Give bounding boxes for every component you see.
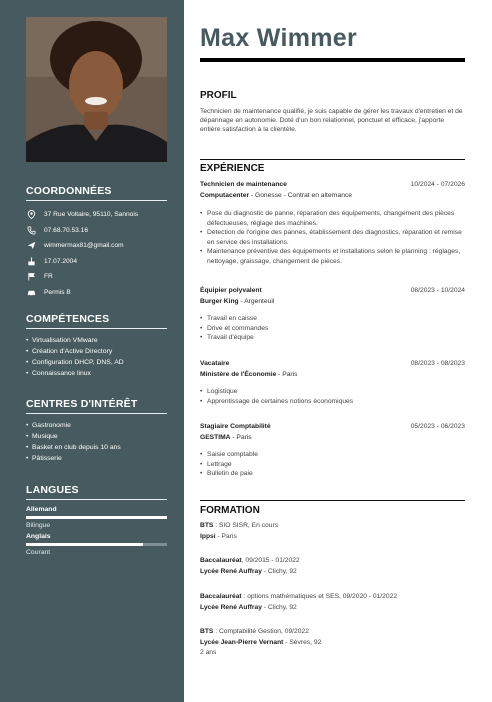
profile-photo [26,17,167,162]
contact-title: COORDONNÉES [26,185,167,201]
job-location: - Gonesse - Contrat en alternance [249,192,353,199]
contact-email-text[interactable]: wimmermax81@gmail.com [44,242,124,250]
edu-detail: : SIO SISR, En cours [213,522,279,529]
birthday-cake-icon [26,256,36,266]
list-item: • Maintenance préventive des équipements et installations selon le planning : réglages, nettoyage, graissage, changement de pièces. [200,247,465,266]
edu-degree: Baccalauréat [200,557,242,564]
job-company: Burger King [200,298,239,305]
edu-place: - Paris [215,532,237,540]
job-location: - Argenteuil [238,298,275,305]
edu-school: Lycée René Auffray [200,603,262,611]
send-icon [26,241,36,251]
language-name: Anglais [26,533,51,540]
edu-detail: : Comptabilité Gestion, 09/2022 [213,628,309,635]
list-item: • Connaissance linux [26,368,167,379]
experience-title: EXPÉRIENCE [200,163,265,174]
contact-section [26,185,167,300]
list-item: • Apprentissage de certaines notions économiques [200,397,465,407]
contact-birthdate-text: 17.07.2004 [44,257,78,265]
job-company: Computacenter [200,192,250,199]
list-item: • Détection de l'origine des pannes, établissement des diagnostics, réparation et remise en service des installations. [200,228,465,247]
education-entry [200,592,465,613]
list-item: • Basket en club depuis 10 ans [26,442,167,453]
job-role: Vacataire [200,360,230,367]
contact-phone [26,223,167,239]
edu-place: - Sèvres, 92 [283,638,322,646]
education-entry [200,556,465,577]
edu-school: Lycée Jean-Pierre Vernant [200,638,284,646]
list-item: • Bulletin de paie [200,469,465,479]
contact-nationality [26,269,167,285]
language-level-fill [26,543,143,546]
list-item: • Gastronomie [26,420,167,431]
language-item [26,533,167,556]
languages-title: LANGUES [26,484,167,500]
language-level-fill [26,516,167,519]
education-entry [200,627,465,659]
section-divider [200,159,465,160]
contact-birthdate [26,254,167,270]
language-level: Courant [26,549,51,556]
list-item: • Virtualisation VMware [26,335,167,346]
job-company: Ministère de l'Économie [200,371,277,378]
contact-phone-text: 07.68.70.53.16 [44,226,88,234]
skills-section [26,313,167,379]
candidate-name: Max Wimmer [200,24,357,52]
edu-place: - Clichy, 92 [261,567,297,575]
edu-school: Lycée René Auffray [200,567,262,575]
skills-list [26,335,167,379]
list-item: • Musique [26,431,167,442]
flag-icon [26,272,36,282]
section-divider [200,500,465,501]
education-title: FORMATION [200,505,260,516]
job-entry [200,181,465,267]
job-role: Équipier polyvalent [200,287,262,294]
list-item: • Lettrage [200,460,465,470]
language-level-bar [26,516,167,519]
language-level-bar [26,543,167,546]
job-location: - Paris [276,371,298,378]
contact-license-text: Permis B [44,288,71,296]
job-dates: 08/2023 - 08/2023 [410,360,465,367]
job-dates: 10/2024 - 07/2026 [410,181,465,188]
location-pin-icon [26,210,36,220]
edu-degree: BTS [200,522,214,529]
job-entry [200,360,465,406]
contact-nationality-text: FR [44,273,53,281]
profile-text: Technicien de maintenance qualifié, je suis capable de gérer les travaux d'entretien et de dépannage en autonomie. Doté d'un bon relationnel, ponctuel et efficace, j'apporte entière satisfaction à la clientèle. [200,108,463,134]
job-dates: 05/2023 - 06/2023 [410,423,465,430]
list-item: • Travail d'équipe [200,333,465,343]
phone-icon [26,225,36,235]
list-item: • Travail en caisse [200,314,465,324]
list-item: • Création d'Active Directory [26,346,167,357]
edu-detail: , 09/2015 - 01/2022 [241,557,300,564]
list-item: • Pâtisserie [26,453,167,464]
job-company: GESTIMA [200,434,231,441]
language-level: Bilingue [26,522,51,529]
name-divider [200,58,465,62]
interests-list [26,420,167,464]
contact-license [26,285,167,301]
job-entry [200,287,465,343]
job-location: - Paris [230,434,252,441]
list-item: • Configuration DHCP, DNS, AD [26,357,167,368]
interests-title: CENTRES D'INTÉRÊT [26,398,167,414]
edu-place: - Clichy, 92 [261,603,297,611]
list-item: • Logistique [200,387,465,397]
edu-degree: BTS [200,628,214,635]
list-item: • Pose du diagnostic de panne, réparation des équipements, changement des pièces défectueuses, réglage des machines. [200,209,465,228]
education-entry [200,521,465,542]
job-role: Stagiaire Comptabilité [200,423,271,430]
contact-address [26,207,167,223]
portrait-image [26,17,167,162]
car-icon [26,287,36,297]
profile-title: PROFIL [200,90,237,101]
skills-title: COMPÉTENCES [26,313,167,329]
interests-section [26,398,167,464]
edu-degree: Baccalauréat [200,593,242,600]
languages-section [26,484,167,560]
sidebar [0,0,184,702]
contact-address-text: 37 Rue Voltaire, 95110, Sannois [44,211,139,219]
language-name: Allemand [26,506,57,513]
list-item: • Drive et commandes [200,324,465,334]
edu-detail: : options mathématiques et SES, 09/2020 - 01/2022 [241,593,398,600]
job-role: Technicien de maintenance [200,181,287,188]
job-entry [200,423,465,479]
contact-email[interactable] [26,238,167,254]
edu-extra: 2 ans [200,649,217,656]
language-item [26,506,167,529]
list-item: • Saisie comptable [200,450,465,460]
job-dates: 08/2023 - 10/2024 [410,287,465,294]
edu-school: Ippsi [200,532,216,540]
